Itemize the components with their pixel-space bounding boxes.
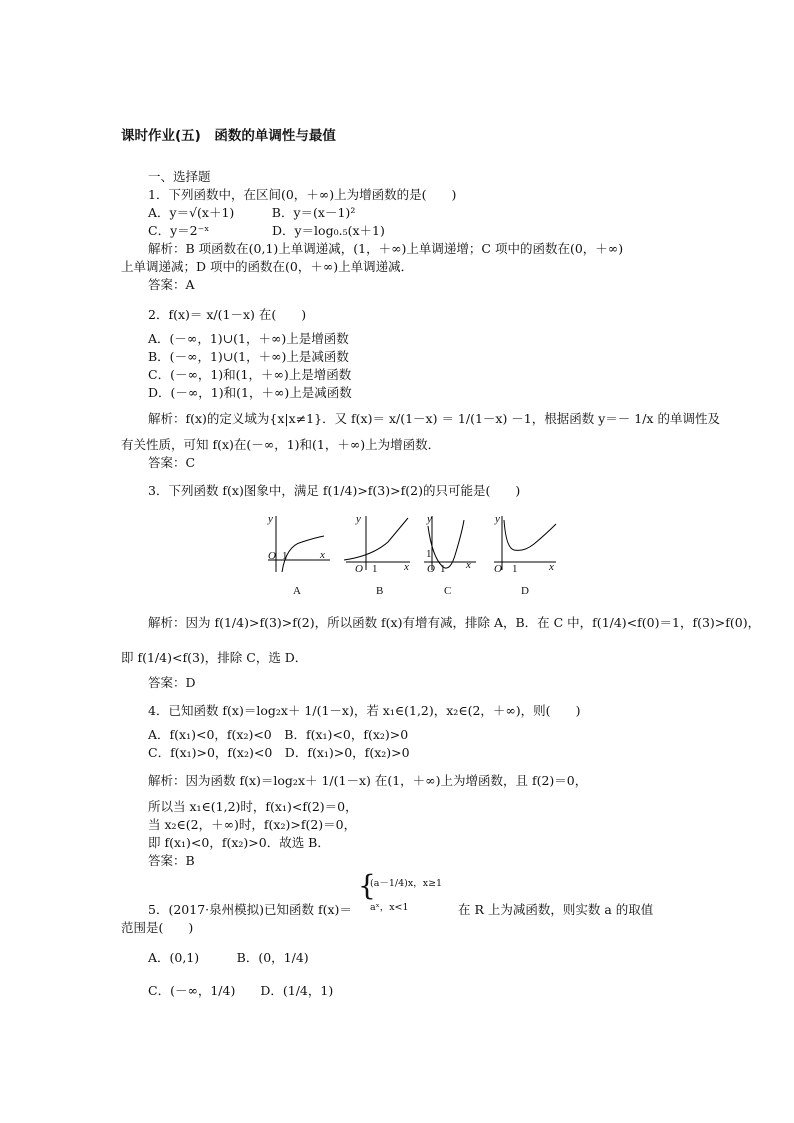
q1-analysis-line2: 上单调递减；D 项中的函数在(0，＋∞)上单调递减． xyxy=(121,259,414,274)
q1-answer: 答案：A xyxy=(148,277,195,292)
graph-b-curve xyxy=(344,518,408,560)
q3-analysis-line1: 解析：因为 f(1/4)>f(3)>f(2)，所以函数 f(x)有增有减，排除 A，B．在 C 中，f(1/4)<f(0)＝1，f(3)>f(0)， xyxy=(148,615,761,630)
graph-c-label: C xyxy=(444,585,452,597)
q2-answer: 答案：C xyxy=(148,455,196,470)
q4-stem: 4．已知函数 f(x)＝log₂x＋ 1/(1－x)，若 x₁∈(1,2)，x₂∈(2，＋∞)，则( ) xyxy=(148,703,581,718)
q4-analysis-line3: 当 x₂∈(2，＋∞)时，f(x₂)>f(2)＝0， xyxy=(148,817,357,832)
q2-option-d: D．(－∞，1)和(1，＋∞)上是减函数 xyxy=(148,385,352,400)
q1-options-ab: A．y＝√(x＋1) B．y＝(x－1)² xyxy=(148,205,356,220)
graph-d-y-label: y xyxy=(495,513,500,525)
graph-b-tick-1: 1 xyxy=(372,563,378,575)
q1-stem: 1．下列函数中，在区间(0，＋∞)上为增函数的是( ) xyxy=(148,187,457,202)
graph-a-curve xyxy=(282,536,324,572)
graph-a-tick-1: 1 xyxy=(282,550,288,562)
q4-analysis-line4: 即 f(x₁)<0，f(x₂)>0．故选 B． xyxy=(148,835,330,850)
q2-option-a: A．(－∞，1)∪(1，＋∞)上是增函数 xyxy=(148,331,349,346)
q5-stem-part2: 在 R 上为减函数，则实数 a 的取值 xyxy=(458,902,654,917)
q5-stem-part1: 5．(2017·泉州模拟)已知函数 f(x)＝ xyxy=(148,902,352,917)
q2-analysis-line1: 解析：f(x)的定义域为{x|x≠1}．又 f(x)＝ x/(1－x) ＝ 1/(1－x) －1，根据函数 y＝－ 1/x 的单调性及 xyxy=(148,411,720,426)
q4-options-cd: C．f(x₁)>0，f(x₂)<0 D．f(x₁)>0，f(x₂)>0 xyxy=(148,745,410,760)
q4-answer: 答案：B xyxy=(148,853,195,868)
graph-c-y-tick-1: 1 xyxy=(426,548,432,560)
q4-analysis-line2: 所以当 x₁∈(1,2)时，f(x₁)<f(2)＝0， xyxy=(148,799,358,814)
q5-piece-2: aˣ，x<1 xyxy=(370,902,409,913)
q1-options-cd: C．y＝2⁻ˣ D．y＝log₀.₅(x＋1) xyxy=(148,223,385,238)
q5-stem-part3: 范围是( ) xyxy=(121,920,194,935)
q3-stem: 3．下列函数 f(x)图象中，满足 f(1/4)>f(3)>f(2)的只可能是( ) xyxy=(148,483,521,498)
q2-option-c: C．(－∞，1)和(1，＋∞)上是增函数 xyxy=(148,367,352,382)
graph-a-x-label: x xyxy=(320,549,325,561)
q1-analysis-line1: 解析：B 项函数在(0,1)上单调递减，(1，＋∞)上单调递增；C 项中的函数在(0，＋∞) xyxy=(148,241,624,256)
graph-c-y-label: y xyxy=(427,513,432,525)
graph-a-label: A xyxy=(293,585,301,597)
q4-analysis-line1: 解析：因为函数 f(x)＝log₂x＋ 1/(1－x) 在(1，＋∞)上为增函数，且 f(2)＝0， xyxy=(148,773,588,788)
graph-b-label: B xyxy=(376,585,384,597)
q4-options-ab: A．f(x₁)<0，f(x₂)<0 B．f(x₁)<0，f(x₂)>0 xyxy=(148,727,409,742)
graph-c-curve xyxy=(428,520,464,568)
graph-d-curve xyxy=(504,520,556,550)
q2-option-b: B．(－∞，1)∪(1，＋∞)上是减函数 xyxy=(148,349,349,364)
q2-analysis-line2: 有关性质，可知 f(x)在(－∞，1)和(1，＋∞)上为增函数． xyxy=(121,437,441,452)
page-title: 课时作业(五) 函数的单调性与最值 xyxy=(121,128,336,144)
q5-options-ab: A．(0,1) B．(0，1/4) xyxy=(148,950,309,965)
section-heading: 一、选择题 xyxy=(148,169,211,184)
graph-b-origin: O xyxy=(355,563,363,575)
q2-stem: 2．f(x)＝ x/(1－x) 在( ) xyxy=(148,307,307,322)
q5-piecewise-brace: { xyxy=(358,869,376,902)
graph-a-y-label: y xyxy=(268,513,273,525)
graph-d-origin: O xyxy=(494,563,502,575)
q5-options-cd: C．(－∞，1/4) D．(1/4，1) xyxy=(148,983,334,998)
graph-d-x-label: x xyxy=(549,561,554,573)
graph-c-x-label: x xyxy=(466,559,471,571)
q5-piece-1: (a－1/4)x，x≥1 xyxy=(370,878,443,889)
q3-analysis-line2: 即 f(1/4)<f(3)，排除 C，选 D． xyxy=(121,650,308,665)
graph-a-origin: O xyxy=(268,550,276,562)
graph-b-y-label: y xyxy=(356,513,361,525)
graph-c-tick-1: 1 xyxy=(440,563,446,575)
graph-b-x-label: x xyxy=(404,561,409,573)
q3-answer: 答案：D xyxy=(148,675,196,690)
graph-d-tick-1: 1 xyxy=(512,563,518,575)
graph-d-label: D xyxy=(521,585,529,597)
graph-c-origin: O xyxy=(427,563,435,575)
